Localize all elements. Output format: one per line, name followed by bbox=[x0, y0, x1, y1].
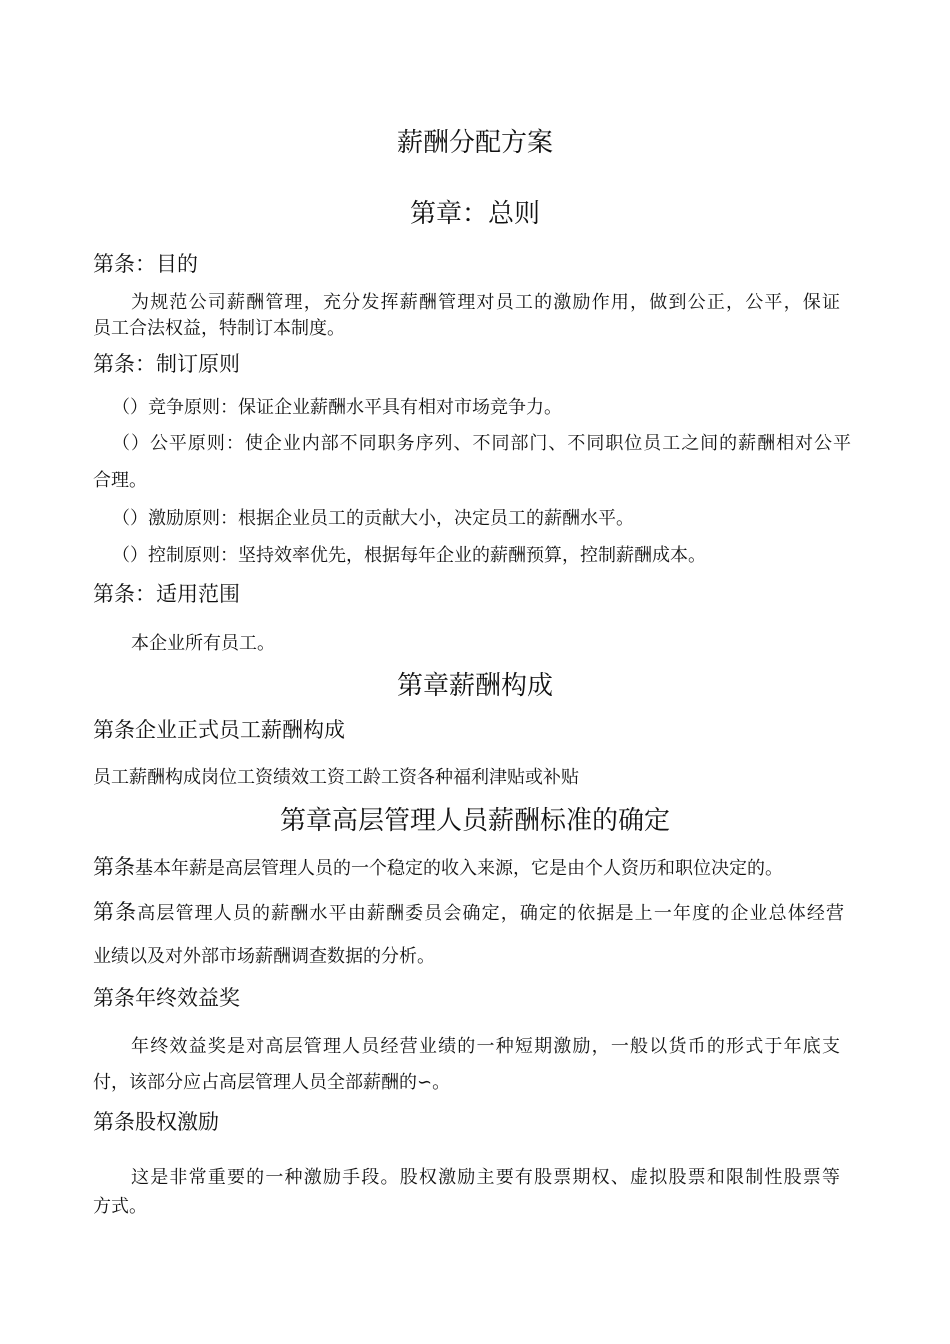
article-number: 第条 bbox=[93, 855, 135, 879]
article-number: 第条 bbox=[93, 900, 138, 924]
chapter-3-article-2-line2: 业绩以及对外部市场薪酬调查数据的分析。 bbox=[93, 946, 435, 967]
chapter-3-heading: 第章高层管理人员薪酬标准的确定 bbox=[279, 806, 670, 836]
article-equity-text-line1: 这是非常重要的一种激励手段。股权激励主要有股票期权、虚拟股票和限制性股票等 bbox=[131, 1167, 840, 1188]
article-scope-heading: 第条：适用范围 bbox=[93, 582, 240, 606]
article-scope-text: 本企业所有员工。 bbox=[131, 633, 275, 654]
document-title: 薪酬分配方案 bbox=[396, 128, 553, 158]
article-bonus-text-line2: 付，该部分应占高层管理人员全部薪酬的∽。 bbox=[93, 1072, 451, 1093]
article-purpose-text-line2: 员工合法权益，特制订本制度。 bbox=[93, 318, 345, 339]
chapter-3-article-2-line1 bbox=[93, 900, 844, 925]
principle-incentive: （）激励原则：根据企业员工的贡献大小，决定员工的薪酬水平。 bbox=[112, 508, 634, 529]
principle-fairness: （）公平原则：使企业内部不同职务序列、不同部门、不同职位员工之间的薪酬相对公平 bbox=[112, 433, 851, 454]
principle-competition: （）竞争原则：保证企业薪酬水平具有相对市场竞争力。 bbox=[112, 397, 562, 418]
chapter-1-heading: 第章：总则 bbox=[409, 199, 540, 229]
article-purpose-text-line1: 为规范公司薪酬管理，充分发挥薪酬管理对员工的激励作用，做到公正，公平，保证 bbox=[131, 292, 840, 313]
chapter-2-article-heading: 第条企业正式员工薪酬构成 bbox=[93, 718, 345, 742]
principle-control: （）控制原则：坚持效率优先，根据每年企业的薪酬预算，控制薪酬成本。 bbox=[112, 545, 706, 566]
article-bonus-text-line1: 年终效益奖是对高层管理人员经营业绩的一种短期激励，一般以货币的形式于年底支 bbox=[131, 1036, 840, 1057]
article-equity-text-line2: 方式。 bbox=[93, 1196, 147, 1217]
chapter-3-article-1 bbox=[93, 855, 783, 880]
article-bonus-heading: 第条年终效益奖 bbox=[93, 986, 240, 1010]
article-purpose-heading: 第条：目的 bbox=[93, 252, 198, 276]
chapter-2-heading: 第章薪酬构成 bbox=[396, 671, 553, 701]
principle-fairness-cont: 合理。 bbox=[93, 470, 147, 491]
article-text: 高层管理人员的薪酬水平由薪酬委员会确定，确定的依据是上一年度的企业总体经营 bbox=[137, 903, 844, 924]
chapter-2-text: 员工薪酬构成岗位工资绩效工资工龄工资各种福利津贴或补贴 bbox=[93, 767, 579, 788]
article-text: 基本年薪是高层管理人员的一个稳定的收入来源，它是由个人资历和职位决定的。 bbox=[135, 858, 783, 879]
article-equity-heading: 第条股权激励 bbox=[93, 1110, 219, 1134]
article-principles-heading: 第条：制订原则 bbox=[93, 352, 240, 376]
